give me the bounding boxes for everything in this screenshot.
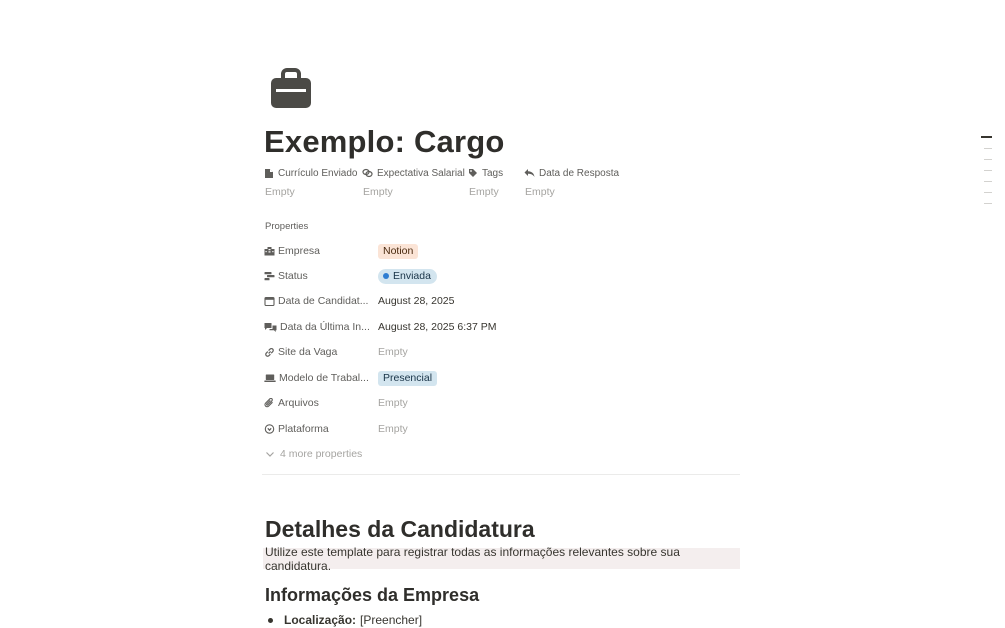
- top-prop-value[interactable]: Empty: [525, 186, 555, 198]
- property-value[interactable]: August 28, 2025: [378, 295, 455, 307]
- callout-text: Utilize este template para registrar todas as informações relevantes sobre sua candidatura.: [265, 544, 680, 573]
- property-row-plataforma[interactable]: [264, 419, 744, 439]
- divider: [262, 474, 740, 475]
- toc-line[interactable]: [984, 159, 992, 160]
- top-properties: [264, 166, 634, 198]
- bullet-value: [Preencher]: [360, 613, 423, 627]
- calendar-icon: [264, 296, 275, 306]
- top-prop-value[interactable]: Empty: [469, 186, 499, 198]
- status-badge[interactable]: [378, 269, 437, 284]
- properties-heading: Properties: [265, 221, 309, 232]
- top-prop-label: Expectativa Salarial: [377, 167, 465, 179]
- top-prop-label: Tags: [482, 167, 504, 179]
- property-label: Modelo de Trabal...: [279, 372, 369, 384]
- top-prop-tags[interactable]: [468, 166, 524, 198]
- briefcase-icon[interactable]: [268, 68, 314, 112]
- property-row-status[interactable]: [264, 266, 744, 286]
- more-properties-toggle[interactable]: [265, 448, 362, 460]
- bullet-label: Localização:: [284, 613, 357, 627]
- status-dot: [383, 273, 389, 279]
- property-label: Plataforma: [278, 423, 329, 435]
- property-label: Status: [278, 270, 308, 282]
- link-icon: [264, 347, 275, 357]
- top-prop-expectativa[interactable]: [362, 166, 468, 198]
- property-label: Data de Candidat...: [278, 295, 369, 307]
- property-row-arquivos[interactable]: [264, 393, 744, 413]
- page-title[interactable]: Exemplo: Cargo: [264, 124, 505, 159]
- toc-line[interactable]: [984, 181, 992, 182]
- property-row-empresa[interactable]: [264, 241, 744, 261]
- status-icon: [264, 271, 275, 281]
- property-row-data-candidatura[interactable]: [264, 291, 744, 311]
- toc-line[interactable]: [984, 203, 992, 204]
- more-properties-label: 4 more properties: [280, 448, 363, 460]
- tag-icon: [468, 168, 478, 178]
- bullet-dot: [268, 618, 273, 623]
- property-value[interactable]: Empty: [378, 397, 408, 409]
- property-row-data-ultima[interactable]: [264, 317, 744, 337]
- property-label: Arquivos: [278, 397, 319, 409]
- toc-line[interactable]: [984, 192, 992, 193]
- coins-icon: [362, 168, 373, 178]
- top-prop-value[interactable]: Empty: [363, 186, 393, 198]
- list-item[interactable]: [268, 613, 422, 627]
- work-model-tag[interactable]: Presencial: [378, 371, 437, 386]
- reply-icon: [524, 168, 535, 178]
- top-prop-data-resposta[interactable]: [524, 166, 634, 198]
- toc-line[interactable]: [984, 148, 992, 149]
- chevron-down-icon: [265, 449, 275, 459]
- property-label: Data da Última In...: [280, 321, 370, 333]
- property-value[interactable]: Empty: [378, 346, 408, 358]
- building-icon: [264, 246, 275, 256]
- company-tag[interactable]: Notion: [378, 244, 418, 259]
- property-row-modelo-trabalho[interactable]: [264, 368, 744, 388]
- callout-block[interactable]: [263, 544, 740, 573]
- property-value[interactable]: August 28, 2025 6:37 PM: [378, 321, 497, 333]
- property-label: Empresa: [278, 245, 321, 257]
- property-value[interactable]: Empty: [378, 423, 408, 435]
- toc-line[interactable]: [981, 136, 992, 138]
- paperclip-icon: [264, 398, 275, 408]
- circle-arrow-icon: [264, 424, 275, 434]
- toc-line[interactable]: [984, 170, 992, 171]
- top-prop-label: Currículo Enviado: [278, 167, 358, 179]
- status-label: Enviada: [393, 269, 431, 282]
- top-prop-curriculo[interactable]: [264, 166, 362, 198]
- laptop-icon: [264, 373, 276, 383]
- chat-icon: [264, 322, 277, 332]
- table-of-contents-minimap[interactable]: [981, 136, 992, 214]
- property-row-site-vaga[interactable]: [264, 342, 744, 362]
- property-label: Site da Vaga: [278, 346, 338, 358]
- top-prop-label: Data de Resposta: [539, 167, 620, 179]
- top-prop-value[interactable]: Empty: [265, 186, 295, 198]
- heading-informacoes[interactable]: Informações da Empresa: [265, 585, 480, 605]
- heading-detalhes[interactable]: Detalhes da Candidatura: [265, 516, 535, 542]
- file-icon: [264, 168, 274, 179]
